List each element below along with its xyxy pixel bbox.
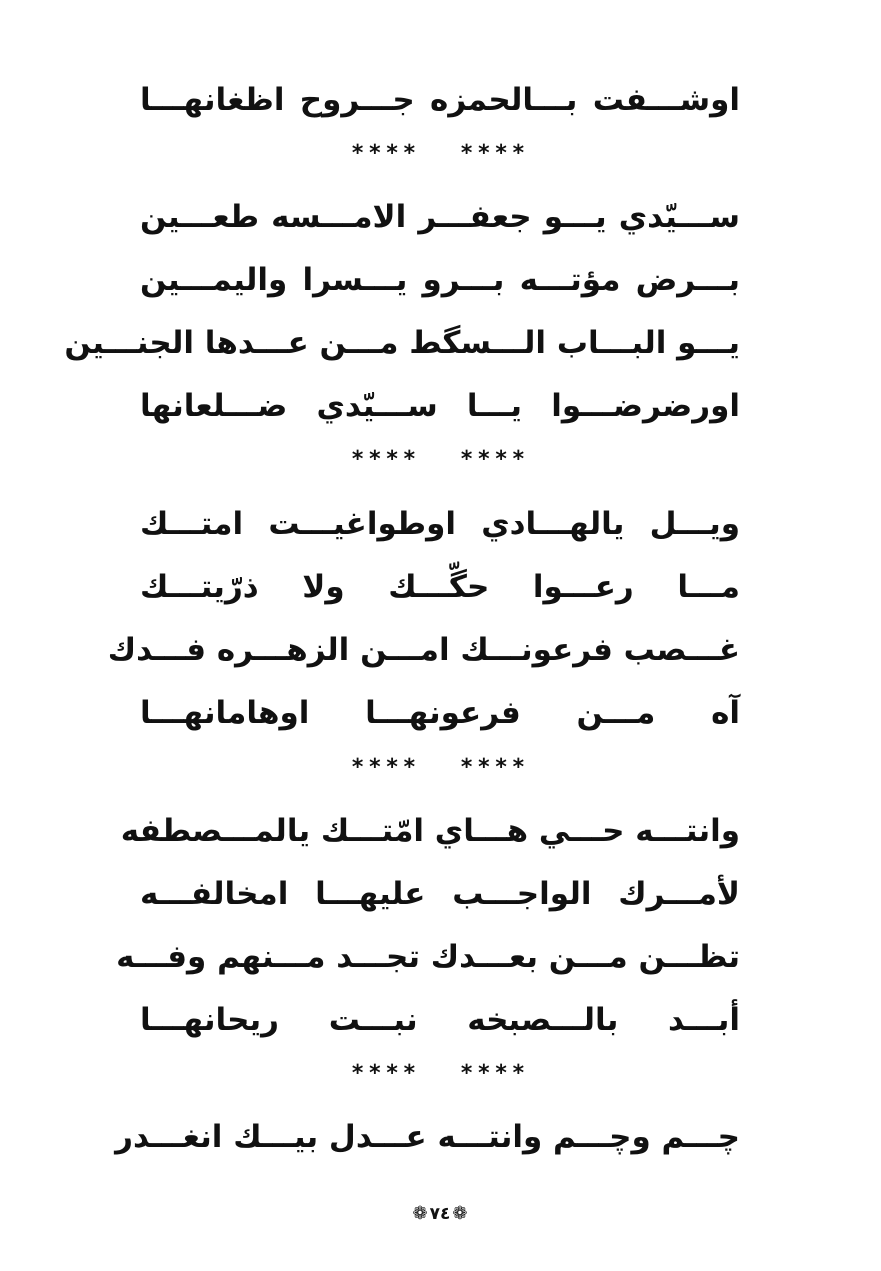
- separator-right: ****: [351, 1060, 420, 1086]
- verse-line: وانتـــه حـــي هـــاي امّتـــك يالمـــصطفه: [120, 813, 740, 849]
- separator-stars: [290, 1058, 590, 1088]
- separator-stars: [290, 752, 590, 782]
- separator-right: ****: [351, 446, 420, 472]
- separator-left: ****: [460, 754, 529, 780]
- page-number: ٧٤: [429, 1204, 451, 1224]
- verse-line: چـــم وچـــم وانتـــه عـــدل بيـــك انغـــدر: [115, 1119, 740, 1155]
- verse-line: بـــرض مؤتـــه بـــرو يـــسرا واليمـــين: [140, 262, 740, 298]
- verse-line: ســـيّدي يـــو جعفـــر الامـــسه طعـــين: [140, 199, 740, 235]
- verse-line: ويـــل يالهـــادي اوطواغيـــت امتـــك: [140, 506, 740, 542]
- separator-right: ****: [351, 140, 420, 166]
- verse-line: آه مـــن فرعونهـــا اوهامانهـــا: [140, 695, 740, 731]
- verse-line: تظـــن مـــن بعـــدك تجـــد مـــنهم وفـــه: [116, 939, 740, 975]
- separator-stars: [290, 138, 590, 168]
- ornament-right-icon: ❁: [452, 1203, 468, 1224]
- verse-line: أبـــد بالـــصبخه نبـــت ريحانهـــا: [140, 1002, 740, 1038]
- separator-right: ****: [351, 754, 420, 780]
- verse-line: اوشـــفت بـــالحمزه جـــروح اظغانهـــا: [140, 82, 740, 118]
- verse-line: غـــصب فرعونـــك امـــن الزهـــره فـــدك: [107, 632, 740, 668]
- separator-left: ****: [460, 446, 529, 472]
- separator-stars: [290, 444, 590, 474]
- verse-line: لأمـــرك الواجـــب عليهـــا امخالفـــه: [140, 876, 740, 912]
- page-number-ornament: [390, 1196, 490, 1232]
- verse-line: مـــا رعـــوا حگّـــك ولا ذرّيتـــك: [140, 569, 740, 605]
- separator-left: ****: [460, 140, 529, 166]
- verse-line: يـــو البـــاب الـــسگط مـــن عـــدها الجنـــين: [64, 325, 740, 361]
- ornament-left-icon: ❁: [412, 1203, 428, 1224]
- separator-left: ****: [460, 1060, 529, 1086]
- verse-line: اورضرضـــوا يـــا ســـيّدي ضـــلعانها: [140, 388, 740, 424]
